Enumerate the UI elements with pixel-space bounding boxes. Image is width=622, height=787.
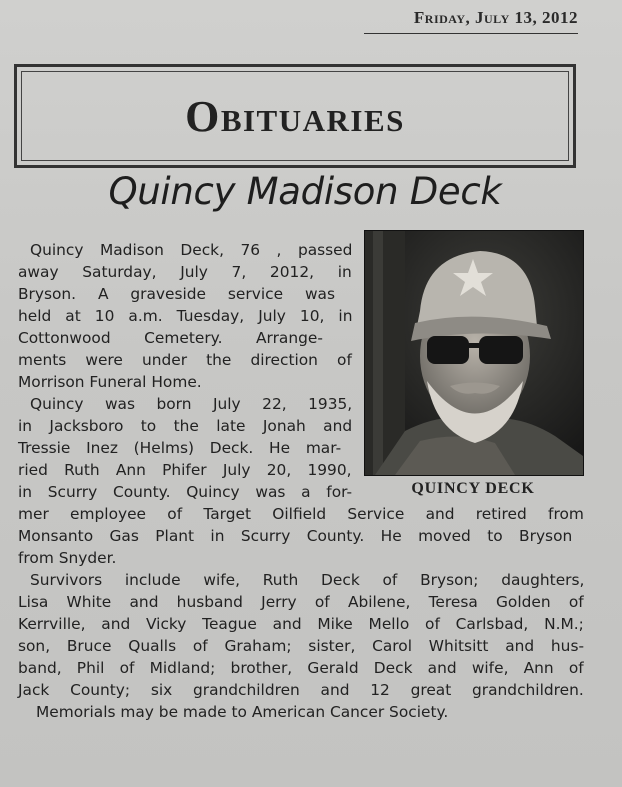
portrait-photo <box>364 230 584 476</box>
text-line: Lisa White and husband Jerry of Abilene, Teresa Golden of <box>18 593 584 611</box>
section-banner-inner <box>21 71 569 161</box>
text-line: band, Phil of Midland; brother, Gerald Deck and wife, Ann of <box>18 659 584 677</box>
text-line: Quincy was born July 22, 1935, <box>30 395 353 413</box>
text-line: Quincy Madison Deck, 76 , passed <box>30 241 353 259</box>
dateline: Friday, July 13, 2012 <box>413 8 578 27</box>
text-line: Memorials may be made to American Cancer Society. <box>36 703 449 721</box>
text-line: Kerrville, and Vicky Teague and Mike Mello of Carlsbad, N.M.; <box>18 615 584 633</box>
obituary-name: Quincy Madison Deck <box>108 170 502 213</box>
text-line: Monsanto Gas Plant in Scurry County. He moved to Bryson <box>18 527 573 545</box>
text-line: in Jacksboro to the late Jonah and <box>18 417 353 435</box>
dateline-rule <box>364 33 578 34</box>
text-line: Morrison Funeral Home. <box>18 373 202 391</box>
text-line: Survivors include wife, Ruth Deck of Bryson; daughters, <box>30 571 585 589</box>
text-line: Tressie Inez (Helms) Deck. He mar- <box>18 439 342 457</box>
section-title: Obituaries <box>185 91 405 141</box>
text-line: mer employee of Target Oilfield Service and retired from <box>18 505 584 523</box>
section-banner <box>14 64 576 168</box>
text-line: Bryson. A graveside service was <box>18 285 335 303</box>
text-line: ried Ruth Ann Phifer July 20, 1990, <box>18 461 352 479</box>
text-line: Jack County; six grandchildren and 12 great grandchildren. <box>18 681 584 699</box>
text-line: in Scurry County. Quincy was a for- <box>18 483 353 501</box>
text-line: away Saturday, July 7, 2012, in <box>18 263 352 281</box>
photo-caption: QUINCY DECK <box>411 480 535 497</box>
text-line: ments were under the direction of <box>18 351 352 369</box>
text-line: from Snyder. <box>18 549 117 567</box>
text-line: Cottonwood Cemetery. Arrange- <box>18 329 323 347</box>
text-line: son, Bruce Qualls of Graham; sister, Carol Whitsitt and hus- <box>18 637 585 655</box>
portrait-illustration <box>365 231 583 475</box>
text-line: held at 10 a.m. Tuesday, July 10, in <box>18 307 353 325</box>
